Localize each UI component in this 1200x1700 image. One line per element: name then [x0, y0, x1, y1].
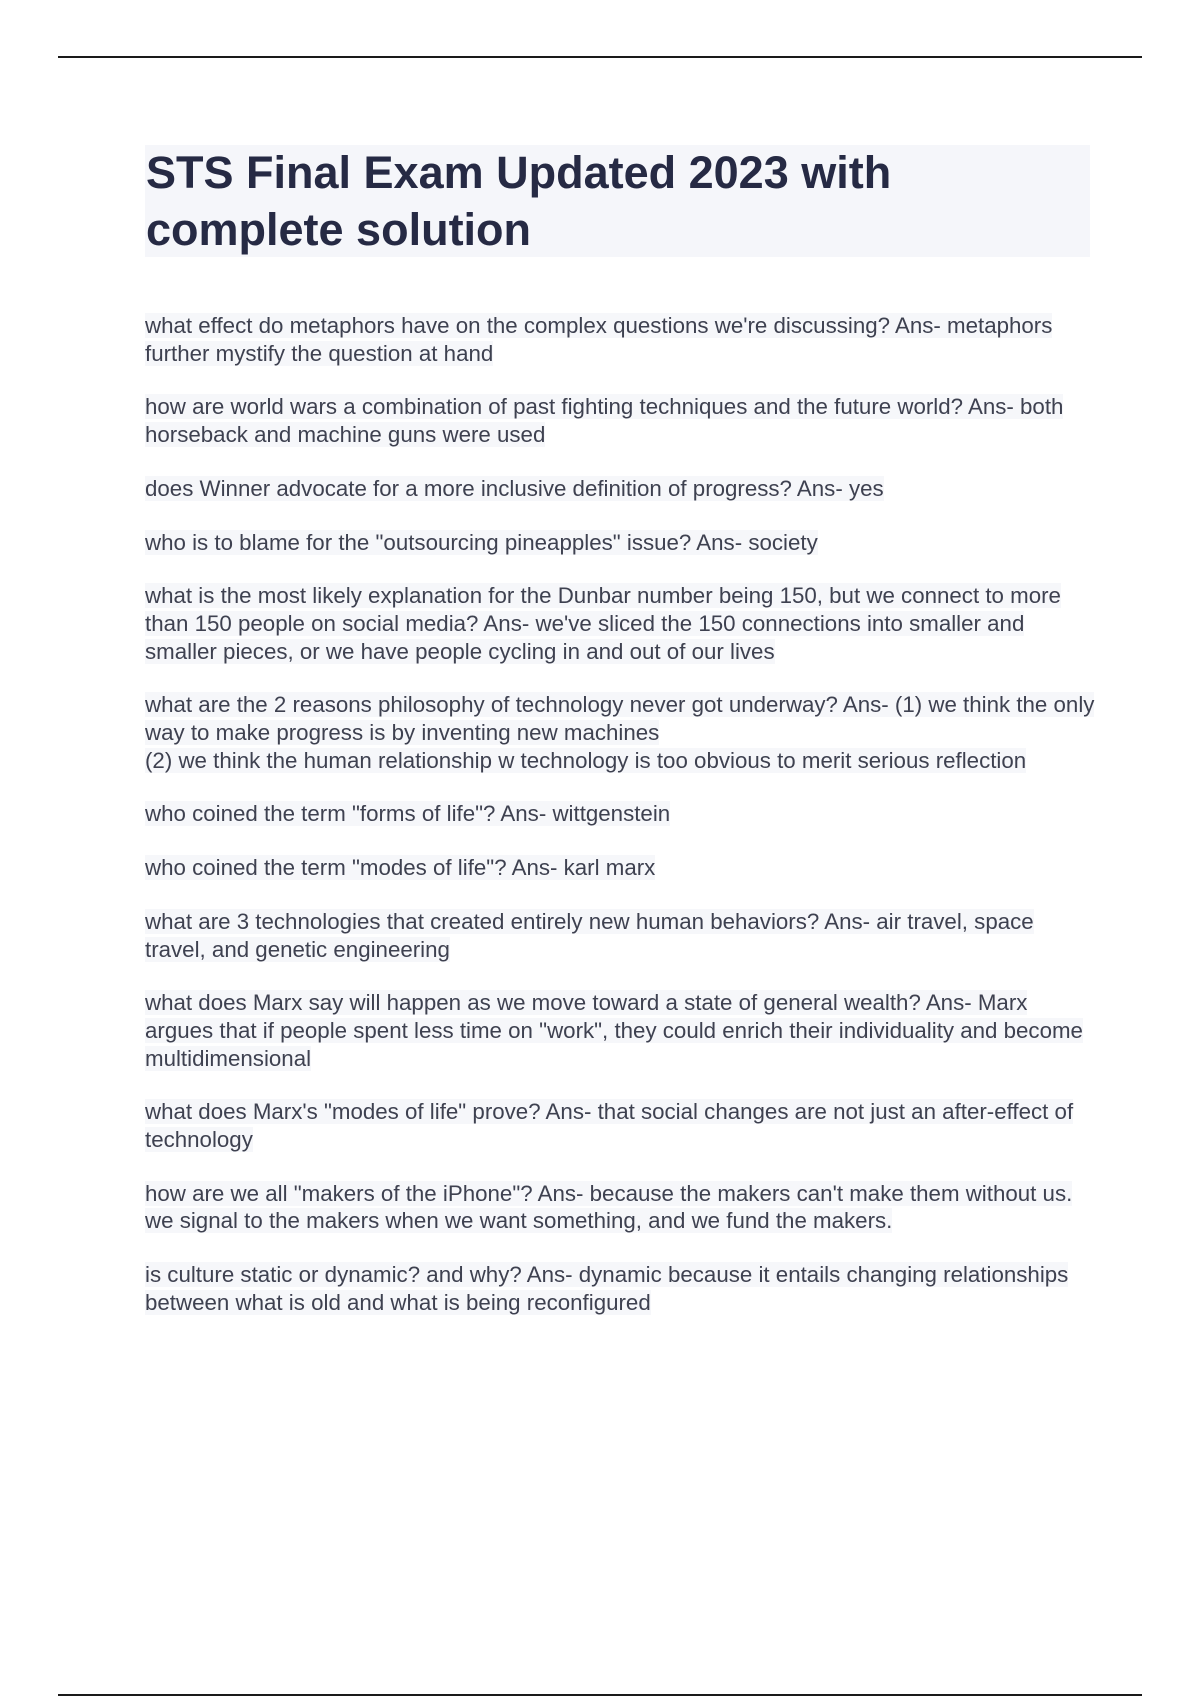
bottom-rule	[58, 1694, 1142, 1696]
document-title: STS Final Exam Updated 2023 with complete solution	[146, 147, 892, 255]
qa-text: what is the most likely explanation for the Dunbar number being 150, but we connect to more than 150 people on social media? Ans- we've sliced the 150 connections into smaller and smaller pieces, or we have people cycling in and out of our lives	[145, 583, 1061, 664]
qa-item-12	[145, 1180, 1095, 1235]
qa-text: what effect do metaphors have on the complex questions we're discussing? Ans- metaphors further mystify the question at hand	[145, 313, 1053, 366]
qa-text: who is to blame for the "outsourcing pineapples" issue? Ans- society	[145, 529, 818, 555]
qa-text: does Winner advocate for a more inclusive definition of progress? Ans- yes	[145, 475, 884, 501]
qa-item-9	[145, 908, 1095, 963]
qa-item-3	[145, 475, 1095, 503]
qa-item-4	[145, 529, 1095, 557]
qa-text: what are 3 technologies that created entirely new human behaviors? Ans- air travel, space travel, and genetic engineering	[145, 908, 1034, 962]
qa-item-1	[145, 312, 1095, 367]
qa-item-13	[145, 1261, 1095, 1316]
top-rule	[58, 56, 1142, 58]
qa-item-8	[145, 854, 1095, 882]
qa-item-10	[145, 989, 1095, 1072]
qa-item-7	[145, 800, 1095, 828]
qa-item-11	[145, 1098, 1095, 1153]
qa-text: is culture static or dynamic? and why? Ans- dynamic because it entails changing relationships between what is old and what is being reconfigured	[145, 1262, 1069, 1315]
qa-text: how are world wars a combination of past fighting techniques and the future world? Ans- both horseback and machine guns were used	[145, 394, 1064, 448]
qa-text: what does Marx's "modes of life" prove? Ans- that social changes are not just an after-effect of technology	[145, 1099, 1074, 1153]
qa-list	[145, 312, 1095, 1343]
qa-text: what does Marx say will happen as we move toward a state of general wealth? Ans- Marx argues that if people spent less time on "work", they could enrich their individuality and become multidimensional	[145, 990, 1083, 1071]
qa-item-2	[145, 393, 1095, 448]
qa-item-5	[145, 582, 1095, 665]
qa-text: who coined the term "modes of life"? Ans- karl marx	[145, 855, 656, 881]
qa-text: who coined the term "forms of life"? Ans- wittgenstein	[145, 801, 671, 827]
qa-text: what are the 2 reasons philosophy of technology never got underway? Ans- (1) we think the only way to make progress is by inventing new machines (2) we think the human relationship w technology is too obvious to merit serious reflection	[145, 692, 1095, 773]
qa-text: how are we all "makers of the iPhone"? Ans- because the makers can't make them without us. we signal to the makers when we want something, and we fund the makers.	[145, 1180, 1073, 1234]
qa-item-6	[145, 691, 1095, 774]
